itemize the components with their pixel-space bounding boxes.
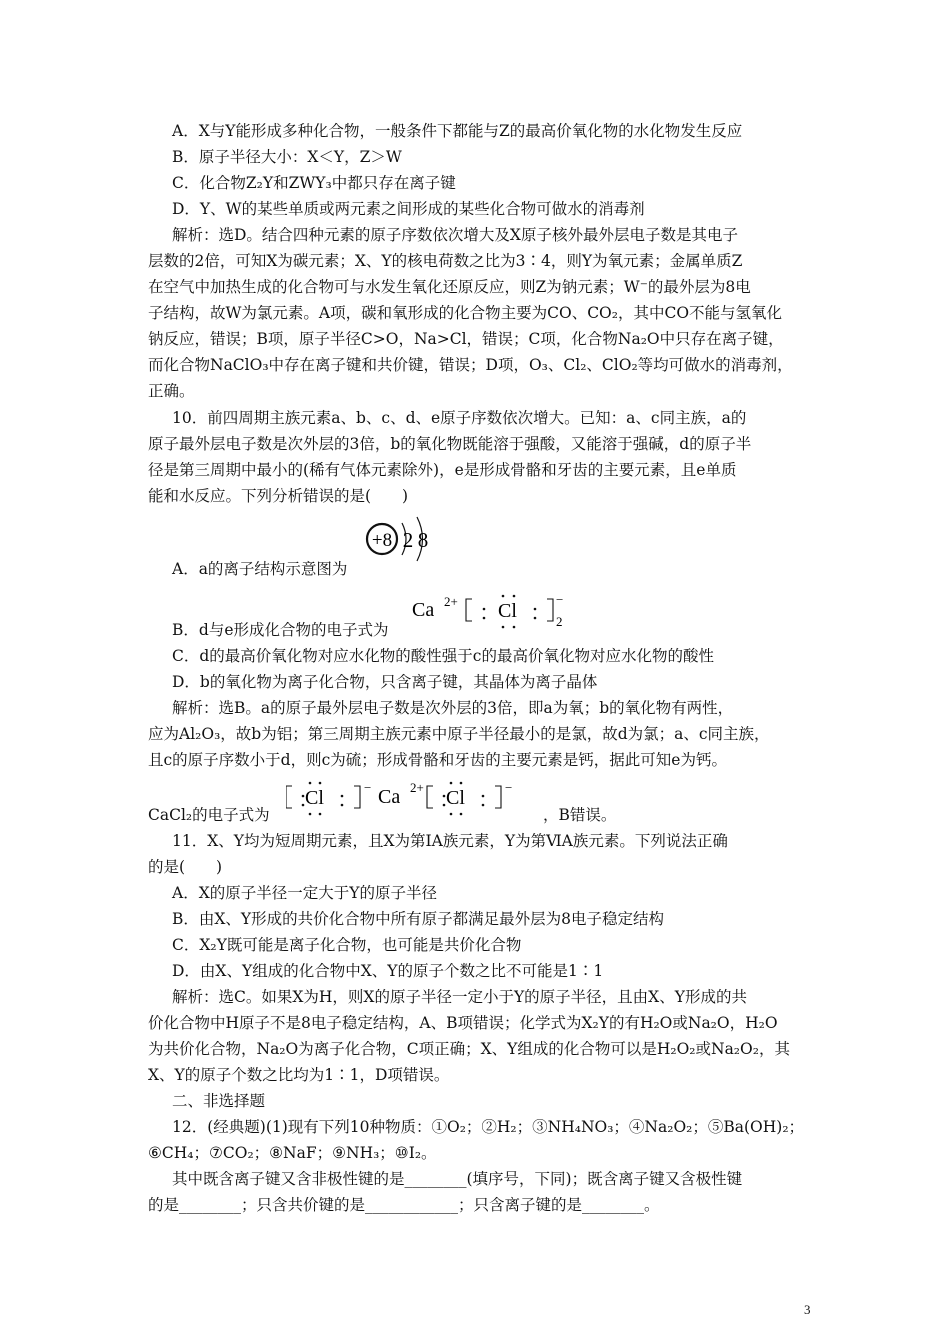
question-10-stem: 10．前四周期主族元素a、b、c、d、e原子序数依次增大。已知：a、c同主族，a的 bbox=[172, 409, 747, 427]
option-11c: C．X₂Y既可能是离子化合物，也可能是共价化合物 bbox=[172, 936, 522, 954]
nucleus-charge: +8 bbox=[371, 530, 393, 551]
analysis-9-line: 钠反应，错误；B项，原子半径C>O，Na>Cl，错误；C项，化合物Na₂O中只存在离子键， bbox=[148, 330, 784, 348]
option-9a: A．X与Y能形成多种化合物，一般条件下都能与Z的最高价氧化物的水化物发生反应 bbox=[172, 122, 743, 140]
analysis-9-line: 正确。 bbox=[148, 382, 195, 400]
chloride-charge: − bbox=[556, 592, 564, 607]
analysis-9-line: 层数的2倍，可知X为碳元素；X、Y的核电荷数之比为3∶4，则Y为氧元素；金属单质Z bbox=[148, 252, 743, 270]
analysis-11-line: 为共价化合物，Na₂O为离子化合物，C项正确；X、Y组成的化合物可以是H₂O₂或Na₂O₂，其 bbox=[148, 1040, 790, 1058]
option-9d: D．Y、W的某些单质或两元素之间形成的某些化合物可做水的消毒剂 bbox=[172, 200, 645, 218]
option-10c: C．d的最高价氧化物对应水化物的酸性强于c的最高价氧化物对应水化物的酸性 bbox=[172, 647, 714, 665]
cacl2-electron-formula-option-b bbox=[410, 586, 580, 636]
oxide-ion-structure-diagram bbox=[362, 508, 446, 568]
question-10-stem: 能和水反应。下列分析错误的是( ) bbox=[148, 487, 409, 505]
section-heading: 二、非选择题 bbox=[172, 1092, 266, 1110]
analysis-11-line: 价化合物中H原子不是8电子稳定结构，A、B项错误；化学式为X₂Y的有H₂O或Na₂O，H₂O bbox=[148, 1014, 778, 1032]
question-10-stem: 径是第三周期中最小的(稀有气体元素除外)，e是形成骨骼和牙齿的主要元素，且e单质 bbox=[148, 461, 737, 479]
analysis-9-line: 而化合物NaClO₃中存在离子键和共价键，错误；D项，O₃、Cl₂、ClO₂等均可做水的消毒剂， bbox=[148, 356, 793, 374]
analysis-9-line: 解析：选D。结合四种元素的原子序数依次增大及X原子核外最外层电子数是其电子 bbox=[172, 226, 738, 244]
page-number: 3 bbox=[804, 1302, 811, 1317]
cacl2-electron-formula-analysis bbox=[286, 772, 536, 822]
question-11-stem: 的是( ) bbox=[148, 858, 223, 876]
chloride-charge: − bbox=[505, 780, 513, 795]
chlorine-symbol: Cl bbox=[305, 787, 324, 809]
chlorine-symbol: Cl bbox=[446, 787, 465, 809]
analysis-10-formula-label: CaCl₂的电子式为 bbox=[148, 806, 270, 824]
analysis-11-line: 解析：选C。如果X为H，则X的原子半径一定小于Y的原子半径，且由X、Y形成的共 bbox=[172, 988, 747, 1006]
calcium-charge: 2+ bbox=[410, 780, 424, 795]
analysis-11-line: X、Y的原子个数之比均为1∶1，D项错误。 bbox=[148, 1066, 450, 1084]
option-11a: A．X的原子半径一定大于Y的原子半径 bbox=[172, 884, 437, 902]
analysis-9-line: 子结构，故W为氯元素。A项，碳和氧形成的化合物主要为CO、CO₂，其中CO不能与氢氧化 bbox=[148, 304, 783, 322]
shell-2-electrons: 8 bbox=[417, 528, 429, 552]
calcium-symbol: Ca bbox=[378, 786, 401, 808]
analysis-10-line: 应为Al₂O₃，故b为铝；第三周期主族元素中原子半径最小的是氯，故d为氯；a、c同主族， bbox=[148, 725, 770, 743]
option-11d: D．由X、Y组成的化合物中X、Y的原子个数之比不可能是1∶1 bbox=[172, 962, 604, 980]
question-12-stem: 12．(经典题)(1)现有下列10种物质：①O₂；②H₂；③NH₄NO₃；④Na₂O₂；⑤Ba(OH)₂； bbox=[172, 1118, 805, 1136]
question-10-stem: 原子最外层电子数是次外层的3倍，b的氧化物既能溶于强酸，又能溶于强碱，d的原子半 bbox=[148, 435, 752, 453]
chloride-count: 2 bbox=[556, 614, 563, 629]
analysis-10-line: 且c的原子序数小于d，则c为硫；形成骨骼和牙齿的主要元素是钙，据此可知e为钙。 bbox=[148, 751, 727, 769]
calcium-charge: 2+ bbox=[444, 594, 458, 609]
option-10b: B．d与e形成化合物的电子式为 bbox=[172, 621, 389, 639]
option-9b: B．原子半径大小：X＜Y，Z＞W bbox=[172, 148, 402, 166]
shell-1-electrons: 2 bbox=[402, 528, 414, 552]
option-10a: A．a的离子结构示意图为 bbox=[172, 560, 348, 578]
analysis-10-conclusion: ，B错误。 bbox=[543, 806, 617, 824]
chlorine-symbol: Cl bbox=[498, 600, 517, 622]
option-9c: C．化合物Z₂Y和ZWY₃中都只存在离子键 bbox=[172, 174, 456, 192]
analysis-10-line: 解析：选B。a的原子最外层电子数是次外层的3倍，即a为氧；b的氧化物有两性， bbox=[172, 699, 734, 717]
calcium-symbol: Ca bbox=[412, 599, 435, 621]
option-10d: D．b的氧化物为离子化合物，只含离子键，其晶体为离子晶体 bbox=[172, 673, 598, 691]
question-12-prompt: 其中既含离子键又含非极性键的是________(填序号，下同)；既含离子键又含极性键 bbox=[172, 1170, 743, 1188]
question-11-stem: 11．X、Y均为短周期元素，且X为第ⅠA族元素，Y为第ⅥA族元素。下列说法正确 bbox=[172, 832, 728, 850]
chloride-charge: − bbox=[364, 780, 372, 795]
option-11b: B．由X、Y形成的共价化合物中所有原子都满足最外层为8电子稳定结构 bbox=[172, 910, 665, 928]
analysis-9-line: 在空气中加热生成的化合物可与水发生氧化还原反应，则Z为钠元素；W⁻的最外层为8电 bbox=[148, 278, 751, 296]
question-12-stem: ⑥CH₄；⑦CO₂；⑧NaF；⑨NH₃；⑩I₂。 bbox=[148, 1144, 437, 1162]
question-12-prompt: 的是________；只含共价键的是____________；只含离子键的是________。 bbox=[148, 1196, 660, 1214]
